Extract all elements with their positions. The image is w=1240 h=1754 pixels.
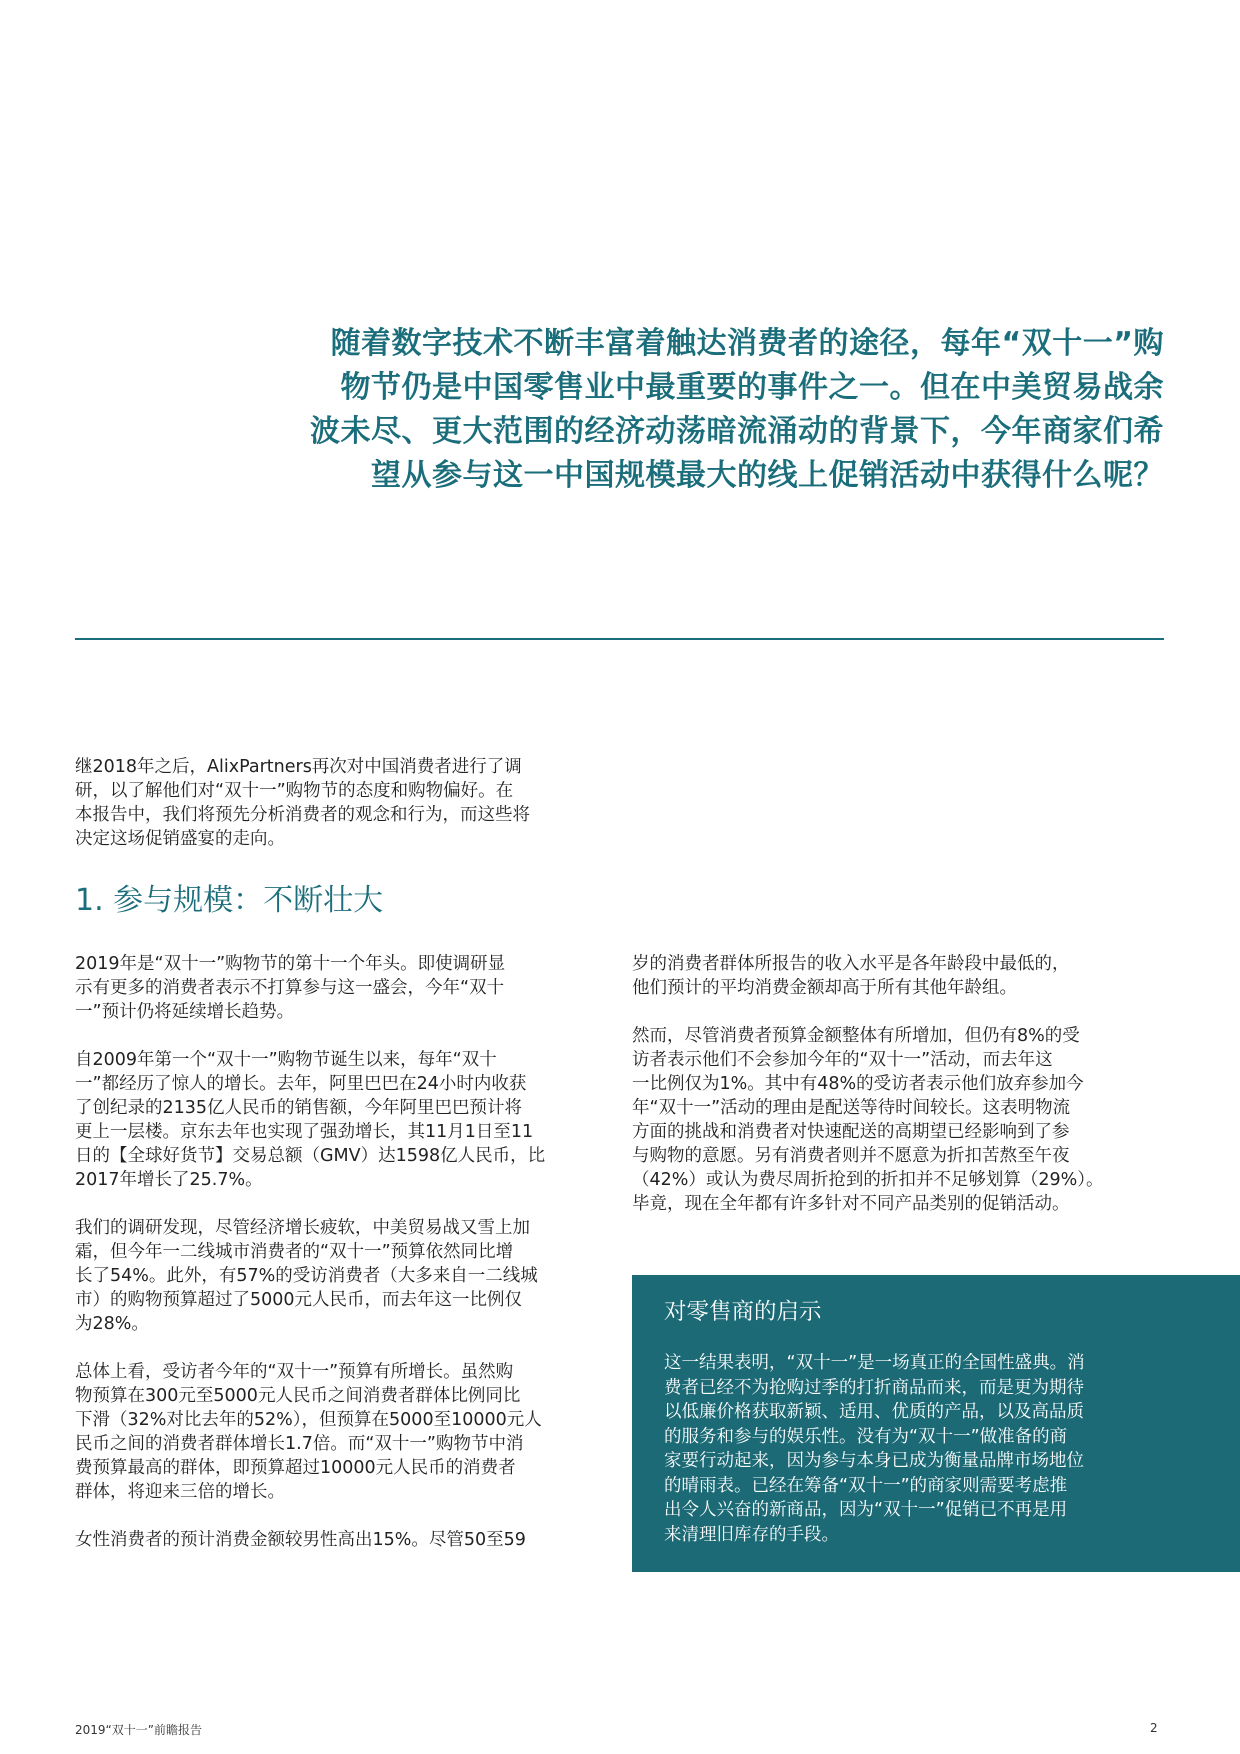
callout-body (664, 1351, 1210, 1547)
intro-line: 本报告中，我们将预先分析消费者的观念和行为，而这些将 (75, 805, 530, 825)
headline-line: 波未尽、更大范围的经济动荡暗流涌动的背景下，今年商家们希 (310, 414, 1164, 449)
text-line: 民币之间的消费者群体增长1.7倍。而“双十一”购物节中消 (75, 1434, 524, 1454)
text-line: 岁的消费者群体所报告的收入水平是各年龄段中最低的， (632, 954, 1070, 974)
callout-line: 以低廉价格获取新颖、适用、优质的产品，以及高品质 (664, 1402, 1084, 1422)
text-line: 2019年是“双十一”购物节的第十一个年头。即使调研显 (75, 954, 506, 974)
callout-line: 费者已经不为抢购过季的打折商品而来，而是更为期待 (664, 1377, 1084, 1398)
text-line: 一”都经历了惊人的增长。去年，阿里巴巴在24小时内收获 (75, 1074, 527, 1094)
paragraph (632, 952, 1172, 1000)
text-line: 自2009年第一个“双十一”购物节诞生以来，每年“双十 (75, 1050, 497, 1070)
headline-line: 随着数字技术不断丰富着触达消费者的途径，每年“双十一”购 (330, 326, 1164, 361)
footer-report-title: 2019“双十一”前瞻报告 (75, 1723, 202, 1737)
paragraph (75, 1528, 615, 1552)
text-line: 市）的购物预算超过了5000元人民币，而去年这一比例仅 (75, 1290, 523, 1310)
text-line: 总体上看，受访者今年的“双十一”预算有所增长。虽然购 (75, 1362, 514, 1382)
text-line: 示有更多的消费者表示不打算参与这一盛会，今年“双十 (75, 978, 505, 998)
paragraph (632, 1024, 1172, 1216)
text-line: 他们预计的平均消费金额却高于所有其他年龄组。 (632, 978, 1017, 998)
right-column (632, 952, 1172, 1240)
paragraph (75, 952, 615, 1024)
text-line: 长了54%。此外，有57%的受访消费者（大多来自一二线城 (75, 1266, 538, 1286)
callout-line: 出令人兴奋的新商品，因为“双十一”促销已不再是用 (664, 1500, 1068, 1520)
text-line: 毕竟，现在全年都有许多针对不同产品类别的促销活动。 (632, 1194, 1070, 1214)
text-line: 然而，尽管消费者预算金额整体有所增加，但仍有8%的受 (632, 1026, 1080, 1046)
text-line: 女性消费者的预计消费金额较男性高出15%。尽管50至59 (75, 1530, 526, 1550)
headline-line: 望从参与这一中国规模最大的线上促销活动中获得什么呢？ (371, 458, 1164, 493)
text-line: 我们的调研发现，尽管经济增长疲软，中美贸易战又雪上加 (75, 1218, 530, 1238)
paragraph (75, 1216, 615, 1336)
text-line: 群体，将迎来三倍的增长。 (75, 1482, 285, 1502)
callout-line: 的晴雨表。已经在筹备“双十一”的商家则需要考虑推 (664, 1475, 1068, 1496)
text-line: 日的【全球好货节】交易总额（GMV）达1598亿人民币，比 (75, 1146, 546, 1166)
text-line: 费预算最高的群体，即预算超过10000元人民币的消费者 (75, 1458, 516, 1478)
text-line: 方面的挑战和消费者对快速配送的高期望已经影响到了参 (632, 1122, 1070, 1142)
text-line: 2017年增长了25.7%。 (75, 1170, 263, 1190)
callout-line: 这一结果表明，“双十一”是一场真正的全国性盛典。消 (664, 1353, 1085, 1373)
intro-line: 继2018年之后，AlixPartners再次对中国消费者进行了调 (75, 757, 522, 777)
page-number: 2 (1150, 1721, 1158, 1735)
text-line: 一比例仅为1%。其中有48%的受访者表示他们放弃参加今 (632, 1074, 1084, 1094)
text-line: 更上一层楼。京东去年也实现了强劲增长，其11月1日至11 (75, 1122, 534, 1142)
callout-line: 家要行动起来，因为参与本身已成为衡量品牌市场地位 (664, 1451, 1084, 1471)
intro-line: 决定这场促销盛宴的走向。 (75, 829, 285, 849)
text-line: 为28%。 (75, 1314, 149, 1334)
paragraph (75, 1048, 615, 1192)
text-line: 下滑（32%对比去年的52%），但预算在5000至10000元人 (75, 1410, 542, 1430)
text-line: 一”预计仍将延续增长趋势。 (75, 1002, 295, 1022)
text-line: 了创纪录的2135亿人民币的销售额，今年阿里巴巴预计将 (75, 1098, 523, 1118)
intro-paragraph (75, 755, 615, 851)
text-line: 与购物的意愿。另有消费者则并不愿意为折扣苦熬至午夜 (632, 1146, 1070, 1166)
text-line: 霜，但今年一二线城市消费者的“双十一”预算依然同比增 (75, 1242, 514, 1262)
paragraph (75, 1360, 615, 1504)
headline (270, 322, 1164, 498)
callout-line: 的服务和参与的娱乐性。没有为“双十一”做准备的商 (664, 1426, 1068, 1447)
headline-line: 物节仍是中国零售业中最重要的事件之一。但在中美贸易战余 (340, 370, 1164, 405)
text-line: （42%）或认为费尽周折抢到的折扣并不足够划算（29%）。 (632, 1170, 1104, 1190)
text-line: 访者表示他们不会参加今年的“双十一”活动，而去年这 (632, 1050, 1053, 1070)
callout-title: 对零售商的启示 (664, 1299, 822, 1325)
callout-line: 来清理旧库存的手段。 (664, 1524, 839, 1545)
text-line: 物预算在300元至5000元人民币之间消费者群体比例同比 (75, 1386, 521, 1406)
left-column (75, 952, 615, 1576)
divider-rule (75, 638, 1164, 640)
section-title: 1. 参与规模：不断壮大 (75, 883, 384, 918)
retailer-implications-callout (632, 1275, 1240, 1572)
intro-line: 研，以了解他们对“双十一”购物节的态度和购物偏好。在 (75, 781, 514, 801)
text-line: 年“双十一”活动的理由是配送等待时间较长。这表明物流 (632, 1098, 1071, 1118)
